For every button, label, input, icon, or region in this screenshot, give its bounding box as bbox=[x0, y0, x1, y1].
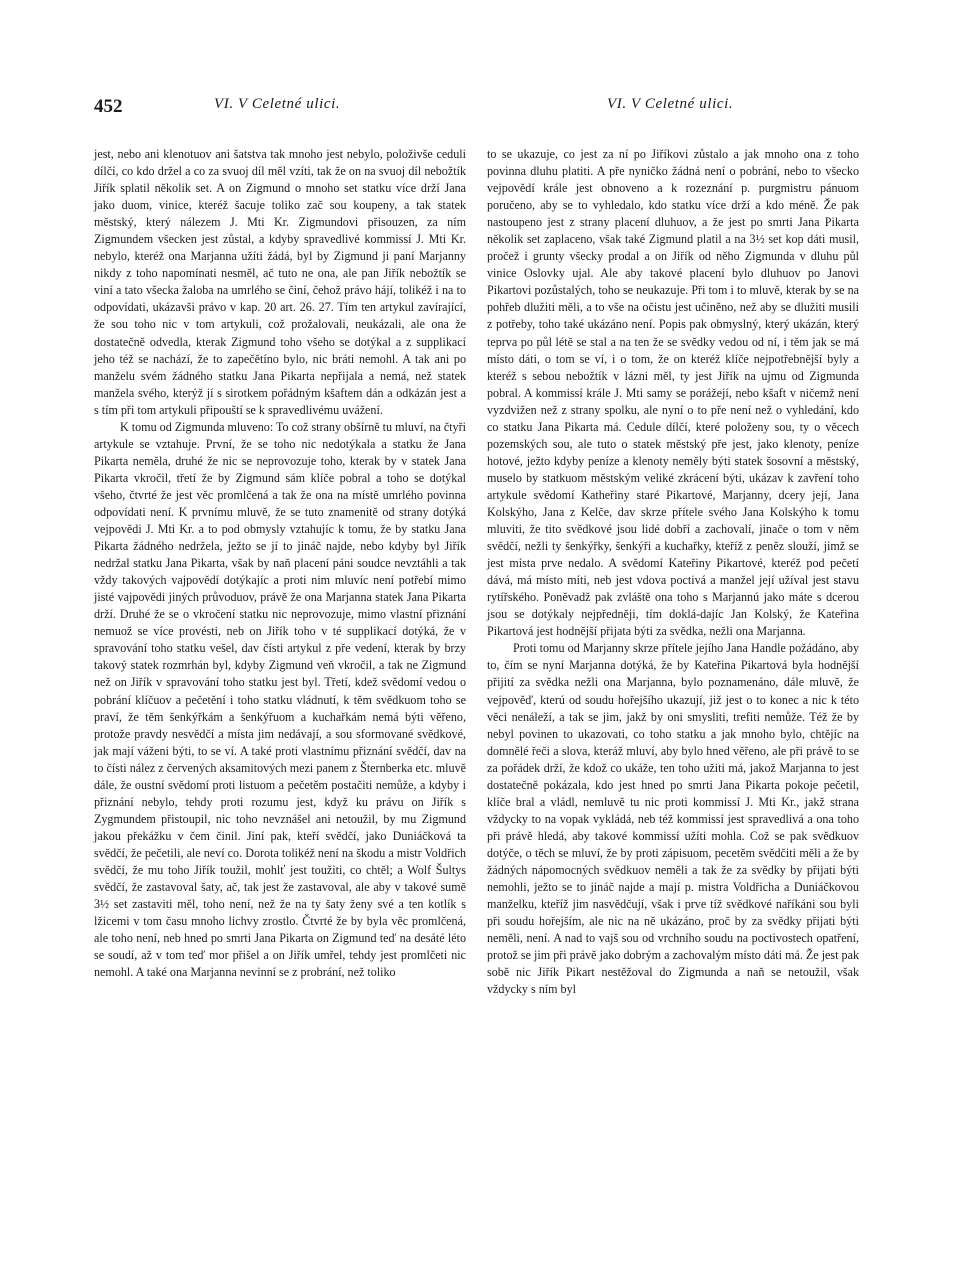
page-number: 452 bbox=[94, 96, 123, 117]
right-column bbox=[487, 146, 859, 998]
running-head-left: VI. V Celetné ulici. bbox=[214, 96, 341, 112]
left-paragraph-2: K tomu od Zigmunda mluveno: To což strany obšírně tu mluví, na čtyři artykule se vztahuje. První, že se toho nic nedotýkala a statku že Jana Pikarta neměla, druhé že nic se neprovozuje toho, kterak by v statek Jana Pikarta vkročil, třetí že by Zigmund sám klíče pobral a toho se dotýkal všeho, čtvrté že jest věc promlčená a tak že ona na místě umrlého povinna odpovídati není. K prvnímu mluvě, že se tuto znamenitě od strany dotýká vejpovědi J. Mti Kr. a to pod obmysly vztahujíc k tomu, že by statku Jana Pikarta žádného nedržela, ježto se jí to jináč najde, nebo kdyby byl Jiřík nedržal statku Jana Pikarta, však by naň placení páni soudce nevztáhli a tak vždy takových vajpovědí dotýkajíc a proti nim mluvíc není potřebí mimo jisté vajpovědi jiných průvoduov, právě že ona Marjanna statek Jana Pikarta drží. Druhé že se o vkročení statku nic neprovozuje, mimo vlastní přiznání nemuož se více provésti, neb on Jiřík toho v té supplikací dotýká, že v spravování toho statku vešel, dav čísti artykul z pře vedení, kterak by brzy takový statek rozmrhán byl, kdyby Zigmund veň vkročil, a tak ne Zigmund než on Jiřík v spravování toho statku jest byl. Třetí, kdež svědomí vedou o pobrání klíčuov a pečetění i toho statku vládnutí, k těm svědkuom toho se praví, že těm šenkýřkám a šenkýřuom a kuchařkám nemá býti věřeno, protože pravdy nesvědčí a místa jim nedávají, a sou sformované svědkové, jak mají váženi býti, to se ví. A také proti vlastnímu přiznání svědčí, dav na to čísti nález z červených aksamitových mezi panem z Šternberka etc. mluvě dále, že oustní svědomí proti listuom a pečetěm postačiti nemůže, a kdyby i přiznání nebylo, tehdy proti rozumu jest, když ku právu on Jiřík s Zygmundem přistoupil, nic toho nevznášel ani netoužil, by mu Zigmund jakou překážku v čem činil. Jiní pak, kteří svědčí, jako Duniáčková ta svědčí, že pečetili, ale neví co. Dorota tolikéž není na škodu a mistr Voldřich svědčí, že mu toho Jiřík toužil, mohlť jest toužiti, co chtěl; a Wolf Šultys svědčí, že zastavoval šaty, ač, tak jest že zastavoval, ale aby v takové sumě 3½ set zastaviti měl, toho není, než že na ty šaty ženy své a ten kotlík s lžicemi v tom času mnoho lichvy zrostlo. Čtvrté že by byla věc promlčená, ale toho není, neb hned po smrti Jana Pikarta on Zigmund teď na desáté léto se soudí, až v tom teď mor přišel a on Jiřík umřel, tehdy jest promlčeti nic nemohl. A také ona Marjanna nevinní se z probrání, než toliko bbox=[94, 419, 466, 980]
left-paragraph-1: jest, nebo ani klenotuov ani šatstva tak mnoho jest nebylo, položivše ceduli dílčí, co kdo držel a co za svuoj díl měl vzíti, tak že on na svuoj díl nebožtík Jiřík splatil několik set. A on Zigmund o mnoho set statku více drží Jana jako duom, vinice, kteréž šacuje toliko zač sou koupeny, a tak statek městský, který nálezem J. Mti Kr. Zigmundovi přisouzen, za ním Zigmundem všecken jest zůstal, a kdyby spravedlivé kommissí J. Mti Kr. nebylo, kteréž ona Marjanna užíti žádá, byl by Zigmund ji paní Marjanny nikdy z toho napomínati nesměl, ač tuto ne ona, ale pan Jiřík nebožtík se viní a tato všecka žaloba na umrlého se činí, čehož právo hájí, tolikéž i na to odpovídati, ukázavši právo v kap. 20 art. 26. 27. Tím ten artykul zavírající, že sou toho nic v tom artykuli, což prožalovali, neukázali, ale ona že dostatečně odvedla, kterak Zigmund toho všeho se dotýkal a z supplikací jeho též se nachází, že to zapečětíno bylo, nic bráti nemohl. A tak ani po manželu svém žádného statku Jana Pikarta nepřijala a nemá, než statek manžela svého, kterýž jí s sirotkem pořádným kšaftem dán a odkázán jest a s tím při tom artykuli připouští se k spravedlivému uvážení. bbox=[94, 147, 466, 417]
right-paragraph-1: to se ukazuje, co jest za ní po Jiříkovi zůstalo a jak mnoho ona z toho povinna dluhu platiti. A pře nyničko žádná není o pobrání, nebo to všecko vejpovědí krále jest obnoveno a k rozeznání p. purgmistru pánuom poručeno, aby se to vyhledalo, kdo statku více drží a kdo méně. Že pak nastoupeno jest z strany placení dluhuov, a že jest po smrti Jana Pikarta několik set zaplaceno, však také Zigmund platil a na 3½ set kop dáti musil, pročež i grunty všecky prodal a on Jiřík od něho Zigmunda v dluhu půl vinice Oslovky ujal. Ale aby takové placení bylo dluhuov po Janovi Pikartovi pozůstalých, toho se neukazuje. Při tom i to mluvě, kterak by se na pohřeb dlužiti měli, a to vše na očistu jest učiněno, než aby se dlužiti musili z potřeby, toho také ukázáno není. Popis pak obmyslný, který ukázán, který teprva po půl létě se stal a na ten že se svědky vedou od ní, i těm jak se má místo dáti, o tom se ví, i o tom, že on kteréž klíče nejpotřebnější byly a kteréž s sebou nebožtík v lázni měl, ty jest Jiřík na ujmu od Zigmunda pobral. A kommissí krále J. Mti samy se porážejí, nebo kšaft v ničemž není vyzdvižen než z strany spolku, ale nyní o to pře není než o vyhledání, kdo co statku Jana Pikarta má. Cedule dílčí, které položeny sou, ty o věcech pozemských sou, ale tuto o statek městský pře jest, jako klenoty, peníze hotové, ježto kdyby peníze a klenoty neměly býti statek šosovní a městský, muselo by statkuom městským veliké zkrácení býti, ukázav k zavření toho artykule svědomí Katheřiny staré Pikartové, Marjanny, dcery její, Jana Kolskýho, Jana z Kelče, dav skrze přítele svého Jana Kolskýho k tomu mluviti, že tito svědkové jsou lidé dobří a zachovalí, jinače o tom v něm svědčí, nežli ty šenkýřky, šenkýři a kuchařky, kteříž z peněz slouží, jimž se jest místa prve nedalo. A svědomí Kateřiny Pikartové, kteréž pod pečetí dává, má místo míti, neb jest vdova poctivá a manžel její užíval jest stavu rytířského. Poněvadž pak zvláště ona toho s Marjannú jako máte s dcerou jsou se dotýkaly nejpředněji, tím doklá-dajíc Jan Kolský, že Kateřina Pikartová jest hodnější přijata býti za svědka, nežli ona Marjanna. bbox=[487, 147, 859, 639]
left-column bbox=[94, 146, 466, 981]
running-head-right: VI. V Celetné ulici. bbox=[607, 96, 734, 112]
right-paragraph-2: Proti tomu od Marjanny skrze přítele jejího Jana Handle požádáno, aby to, čím se nyní Marjanna dotýká, že by Kateřina Pikartová byla hodnější přijití za svědka nežli ona Marjanna, bylo poznamenáno, dále mluvě, že vejpověď, kterú od soudu hořejšího ukazují, již jest o to konec a nic k této věci nenáleží, a tak se jim, jakž by oni smysliti, trefiti nemůže. Též že by nebyl povinen to ukazovati, co toho statku a jak mnoho bylo, chtějíc na domnělé řeči a slova, kteráž mluví, aby bylo hned věřeno, ale při právě to se za pořádek drží, že kdož co ukáže, ten toho užiti má, jakož Marjanna to jest dostatečně pokázala, kdo jest hned po smrti Jana Pikarta pokoje pečetil, klíče bral a vládl, nemluvě tu nic proti kommissí J. Mti Kr., jakž strana vždycky to na vopak vykládá, neb též kommissí jest spravedlivá a ona toho při právě hledá, aby takové kommissí užíti mohla. Což se pak svědkuov dotýče, o těch se mluví, že by proti zápisuom, pecetěm svědčiti měli a že by žádných nápomocných svědkuov neměli a tak že za svědky by přijati býti nemohli, ježto se to jináč najde a mají p. mistra Voldřicha a Duniáčkovou manželku, kteříž jim nasvědčují, však i prve tíž svědkové naříkáni sou byli při soudu hořejším, ale nic na ně ukázáno, proč by za svědky přijati býti neměli, není. A nad to vajš sou od vrchního soudu na poctivostech opatření, protož se jim při právě jako dobrým a zachovalým místo dáti má. Že jest pak sobě nic Jiřík Pikart nestěžoval do Zigmunda a naň se netoužil, však vždycky s ním byl bbox=[487, 641, 859, 997]
